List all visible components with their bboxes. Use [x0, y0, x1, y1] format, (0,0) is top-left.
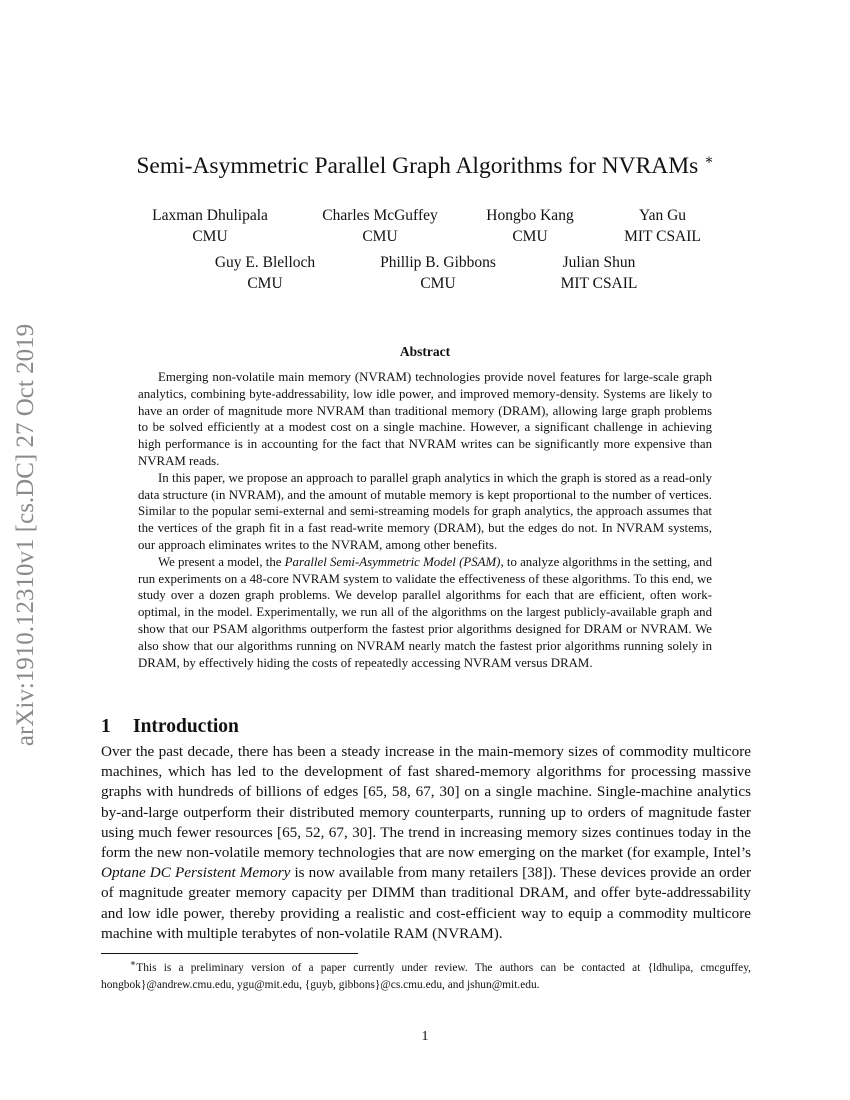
- author-affiliation: CMU: [512, 228, 548, 245]
- author-block: [605, 205, 720, 247]
- author-name: Hongbo Kang: [486, 207, 574, 224]
- author-block: [363, 252, 513, 294]
- section-heading: [101, 716, 239, 738]
- author-affiliation: CMU: [362, 228, 398, 245]
- abstract-heading: Abstract: [399, 344, 451, 359]
- arxiv-identifier: arXiv:1910.12310v1 [cs.DC] 27 Oct 2019: [12, 323, 39, 747]
- abstract-body: [138, 369, 712, 671]
- author-affiliation: CMU: [247, 275, 283, 292]
- abstract-text: We present a model, the: [158, 554, 285, 569]
- abstract-paragraph: Emerging non-volatile main memory (NVRAM) technologies provide novel features for large-scale graph analytics, combining byte-addressability, low idle power, and improved memory-density. Systems are likely to have an order of magnitude more NVRAM than traditional memory (DRAM), allowing large graph problems to be solved efficiently at a modest cost on a single machine. However, a significant challenge in achieving high performance is in accounting for the fact that NVRAM writes can be significantly more expensive than NVRAM reads.: [138, 370, 712, 468]
- page-number: 1: [421, 1029, 429, 1044]
- section-title: Introduction: [133, 716, 239, 737]
- author-affiliation: CMU: [420, 275, 456, 292]
- abstract-paragraph: [138, 554, 712, 672]
- author-block: [470, 205, 590, 247]
- author-block: [540, 252, 658, 294]
- section-number: 1: [101, 716, 111, 737]
- author-name: Guy E. Blelloch: [214, 254, 316, 271]
- abstract-text: , to analyze algorithms in the setting, and run experiments on a 48-core NVRAM system to validate the effectiveness of these algorithms. To this end, we study over a dozen graph problems. We develop parallel algorithms for each that are efficient, often work-optimal, in the model. Experimentally, we run all of the algorithms on the largest publicly-available graph and show that our PSAM algorithms outperform the fastest prior algorithms designed for DRAM or NVRAM. We also show that our algorithms running on NVRAM nearly match the fastest prior algorithms running solely in DRAM, by effectively hiding the costs of repeatedly accessing NVRAM versus DRAM.: [138, 554, 713, 670]
- title-footnote-mark: ∗: [704, 153, 714, 168]
- author-name: Laxman Dhulipala: [152, 207, 268, 224]
- author-name: Julian Shun: [562, 254, 636, 271]
- author-affiliation: MIT CSAIL: [624, 228, 701, 245]
- author-block: [140, 205, 280, 247]
- author-affiliation: CMU: [192, 228, 228, 245]
- arxiv-sidebar: [8, 295, 44, 775]
- author-name: Phillip B. Gibbons: [380, 254, 496, 271]
- footnote-rule: [101, 953, 358, 954]
- abstract-paragraph: In this paper, we propose an approach to parallel graph analytics in which the graph is stored as a read-only data structure (in NVRAM), and the amount of mutable memory is kept proportional to the number of vertices. Similar to the popular semi-external and semi-streaming models for graph analytics, the approach assumes that the vertices of the graph fit in a fast read-write memory (DRAM), but the edges do not. In NVRAM systems, our approach eliminates writes to the NVRAM, among other benefits.: [138, 470, 712, 552]
- model-name: Parallel Semi-Asymmetric Model (PSAM): [284, 554, 501, 569]
- author-name: Charles McGuffey: [322, 207, 438, 224]
- paper-title: [100, 152, 750, 180]
- product-name: Optane DC Persistent Memory: [101, 864, 291, 882]
- introduction-paragraph: [101, 742, 751, 944]
- footnote-text: This is a preliminary version of a paper currently under review. The authors can be contacted at {ldhulipa, cmcguffey, hongbok}@andrew.cmu.edu, ygu@mit.edu, {guyb, gibbons}@cs.cmu.edu, and jshun@mit.edu.: [101, 961, 752, 991]
- author-block: [305, 205, 455, 247]
- body-text: is now available from many retailers [38]). These devices provide an order of magnitude greater memory capacity per DIMM than traditional DRAM, and offer byte-addressability and low idle power, thereby providing a realistic and cost-efficient way to equip a commodity multicore machine with multiple terabytes of non-volatile RAM (NVRAM).: [101, 864, 752, 942]
- footnote: [101, 956, 751, 994]
- author-block: [195, 252, 335, 294]
- title-text: Semi-Asymmetric Parallel Graph Algorithms for NVRAMs: [136, 152, 699, 179]
- author-affiliation: MIT CSAIL: [560, 275, 638, 292]
- footnote-mark: ∗: [129, 959, 137, 969]
- author-name: Yan Gu: [638, 207, 687, 224]
- body-text: Over the past decade, there has been a steady increase in the main-memory sizes of commodity multicore machines, which has led to the development of fast shared-memory algorithms for processing massive graphs with hundreds of billions of edges [65, 58, 67, 30] on a single machine. Single-machine analytics by-and-large outperform their distributed memory counterparts, running up to orders of magnitude faster using much fewer resources [65, 52, 67, 30]. The trend in increasing memory sizes continues today in the form the new non-volatile memory technologies that are now emerging on the market (for example, Intel’s: [101, 743, 751, 862]
